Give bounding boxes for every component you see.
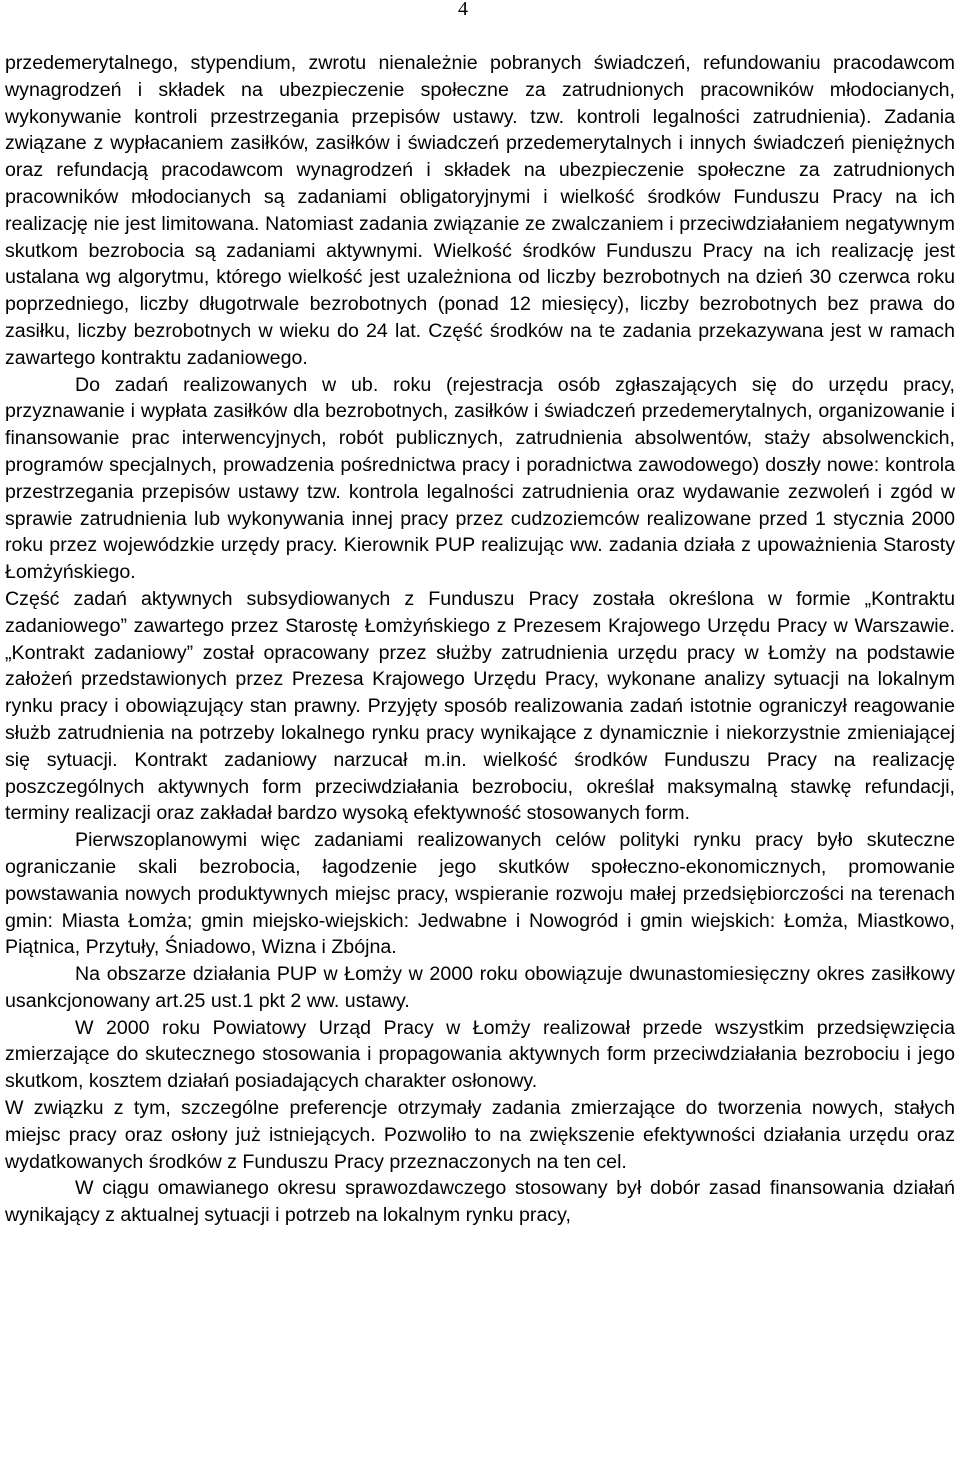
paragraph: przedemerytalnego, stypendium, zwrotu nienależnie pobranych świadczeń, refundowaniu pracodawcom wynagrodzeń i składek na ubezpieczenie społeczne za zatrudnionych pracowników młodocianych, wykonywanie kontroli przestrzegania przepisów ustawy. tzw. kontroli legalności zatrudnienia). Zadania związane z wypłacaniem zasiłków, zasiłków i świadczeń przedemerytalnych i innych świadczeń pieniężnych oraz refundacją pracodawcom wynagrodzeń i składek na ubezpieczenie społeczne za zatrudnionych pracowników młodocianych są zadaniami obligatoryjnymi i wielkość środków Funduszu Pracy na ich realizację nie jest limitowana. Natomiast zadania związanie ze zwalczaniem i przeciwdziałaniem negatywnym skutkom bezrobocia są zadaniami aktywnymi. Wielkość środków Funduszu Pracy na ich realizację jest ustalana wg algorytmu, którego wielkość jest uzależniona od liczby bezrobotnych na dzień 30 czerwca roku poprzedniego, liczby długotrwale bezrobotnych (ponad 12 miesięcy), liczby bezrobotnych bez prawa do zasiłku, liczby bezrobotnych w wieku do 24 lat. Część środków na te zadania przekazywana jest w ramach zawartego kontraktu zadaniowego.: [5, 52, 955, 369]
paragraph: Do zadań realizowanych w ub. roku (rejestracja osób zgłaszających się do urzędu pracy, przyznawanie i wypłata zasiłków dla bezrobotnych, zasiłków i świadczeń przedemerytalnych, organizowanie i finansowanie prac interwencyjnych, robót publicznych, zatrudnienia absolwentów, staży absolwenckich, programów specjalnych, prowadzenia pośrednictwa pracy i poradnictwa zawodowego) doszły nowe: kontrola przestrzegania przepisów ustawy tzw. kontrola legalności zatrudnienia oraz wydawanie zezwoleń i zgód w sprawie zatrudnienia lub wykonywania innej pracy przez cudzoziemców realizowane przed 1 stycznia 2000 roku przez wojewódzkie urzędy pracy. Kierownik PUP realizując ww. zadania działa z upoważnienia Starosty Łomżyńskiego.: [5, 373, 955, 584]
paragraph: Pierwszoplanowymi więc zadaniami realizowanych celów polityki rynku pracy było skuteczne ograniczanie skali bezrobocia, łagodzenie jego skutków społeczno-ekonomicznych, promowanie powstawania nowych produktywnych miejsc pracy, wspieranie rozwoju małej przedsiębiorczości na terenach gmin: Miasta Łomża; gmin miejsko-wiejskich: Jedwabne i Nowogród i gmin wiejskich: Łomża, Miastkowo, Piątnica, Przytuły, Śniadowo, Wizna i Zbójna.: [5, 829, 955, 959]
paragraph: W 2000 roku Powiatowy Urząd Pracy w Łomży realizował przede wszystkim przedsięwzięcia zmierzające do skutecznego stosowania i propagowania aktywnych form przeciwdziałania bezrobociu i jego skutkom, kosztem działań posiadających charakter osłonowy.: [5, 1016, 955, 1093]
paragraph: W ciągu omawianego okresu sprawozdawczego stosowany był dobór zasad finansowania działań wynikający z aktualnej sytuacji i potrzeb na lokalnym rynku pracy,: [5, 1177, 955, 1227]
paragraph: Część zadań aktywnych subsydiowanych z Funduszu Pracy została określona w formie „Kontraktu zadaniowego” zawartego przez Starostę Łomżyńskiego z Prezesem Krajowego Urzędu Pracy w Warszawie. „Kontrakt zadaniowy” został opracowany przez służby zatrudnienia urzędu pracy w Łomży na podstawie założeń przedstawionych przez Prezesa Krajowego Urzędu Pracy, wykonane analizy sytuacji na lokalnym rynku pracy i obowiązujący stan prawny. Przyjęty sposób realizowania zadań istotnie ograniczył reagowanie służb zatrudnienia na potrzeby lokalnego rynku pracy wynikające z dynamicznie i niekorzystnie zmieniającej się sytuacji. Kontrakt zadaniowy narzucał m.in. wielkość środków Funduszu Pracy na realizację poszczególnych aktywnych form przeciwdziałania bezrobociu, określał maksymalną stawkę refundacji, terminy realizacji oraz zakładał bardzo wysoką efektywność stosowanych form.: [5, 587, 955, 825]
page-number: 4: [458, 0, 468, 20]
document-body: [5, 50, 955, 1229]
paragraph: W związku z tym, szczególne preferencje otrzymały zadania zmierzające do tworzenia nowych, stałych miejsc pracy oraz osłony już istniejących. Pozwoliło to na zwiększenie efektywności działania urzędu oraz wydatkowanych środków z Funduszu Pracy przeznaczonych na ten cel.: [5, 1097, 955, 1173]
paragraph: Na obszarze działania PUP w Łomży w 2000 roku obowiązuje dwunastomiesięczny okres zasiłkowy usankcjonowany art.25 ust.1 pkt 2 ww. ustawy.: [5, 963, 955, 1012]
